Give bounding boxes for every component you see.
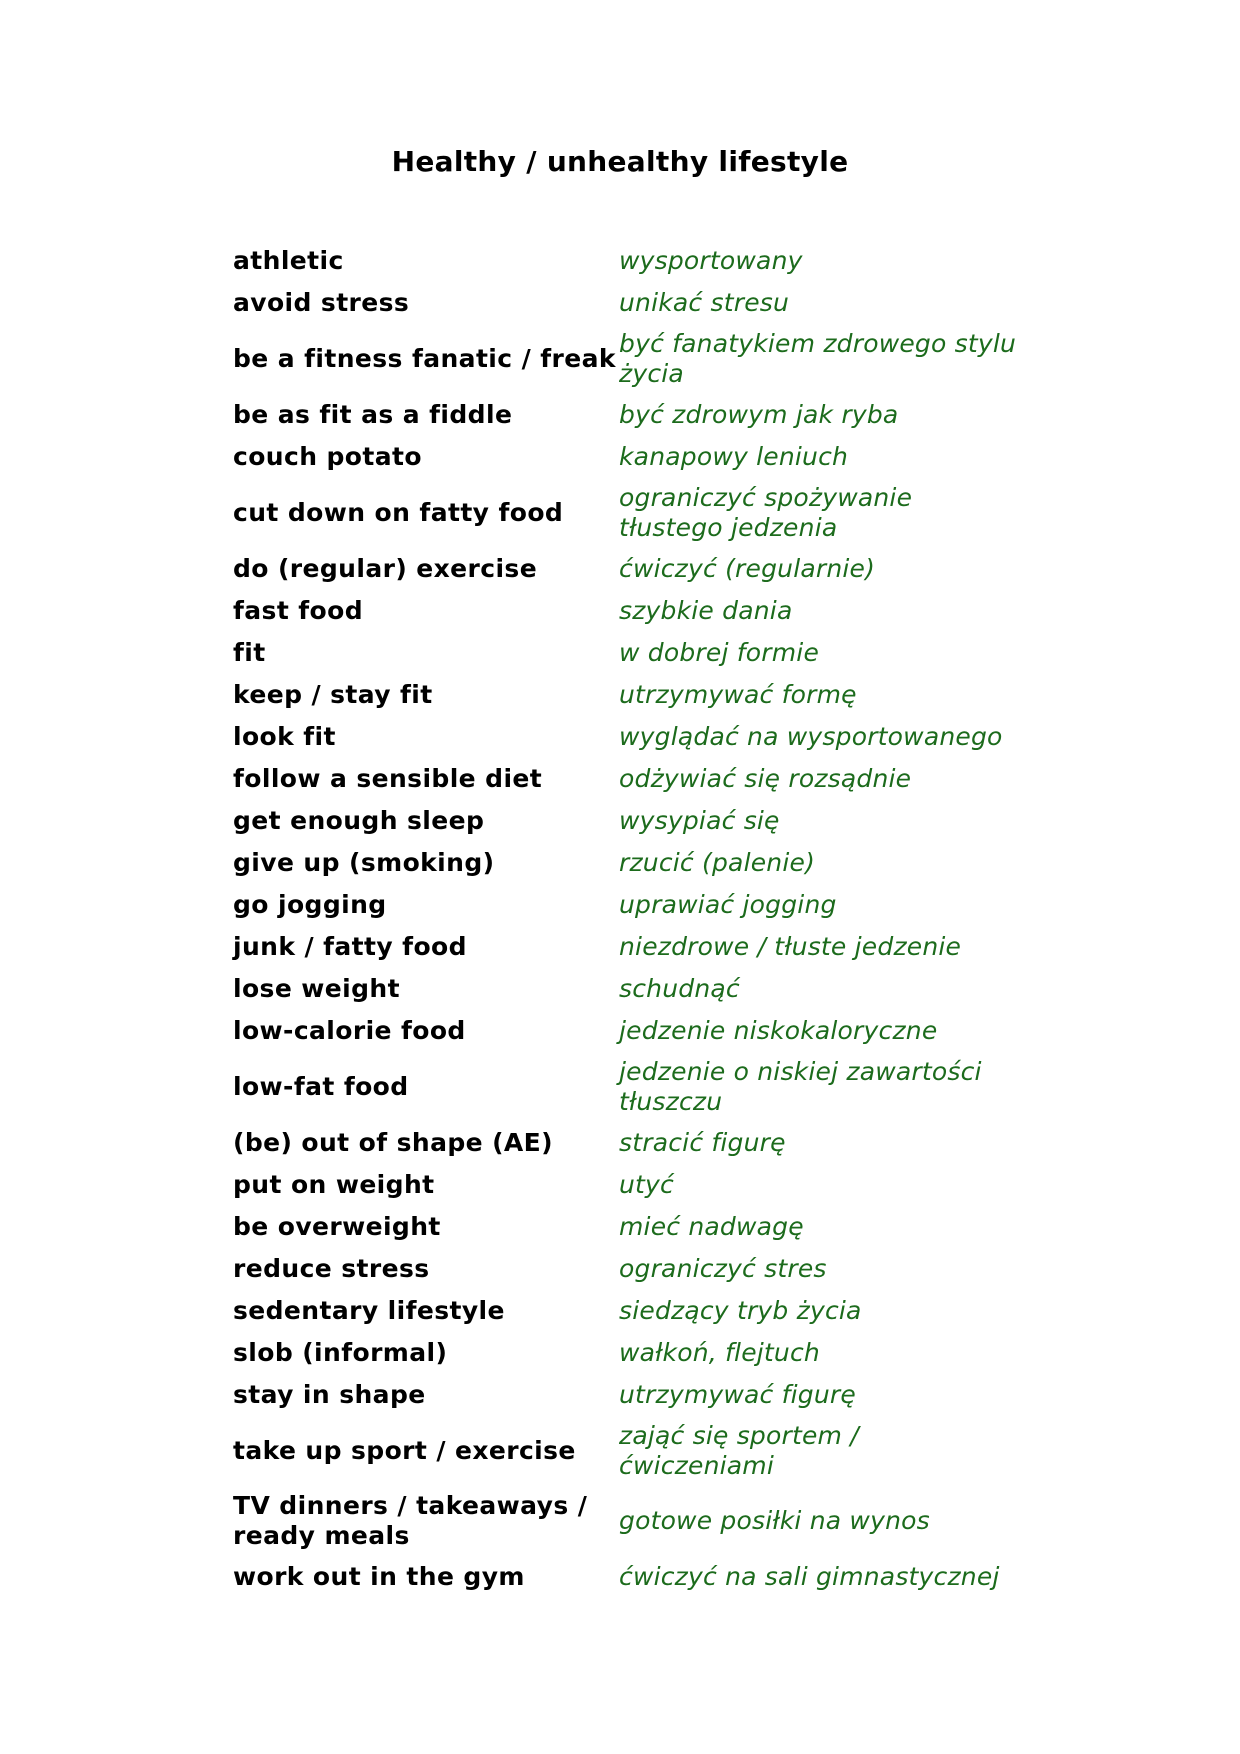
- table-row: [233, 968, 1019, 1010]
- table-row: [233, 1206, 1019, 1248]
- polish-translation: rzucić (palenie): [619, 848, 816, 877]
- table-row: [233, 324, 1019, 394]
- polish-translation: jedzenie o niskiej zawartości tłuszczu: [619, 1057, 982, 1116]
- english-term: low-fat food: [233, 1072, 409, 1101]
- english-term: junk / fatty food: [233, 932, 467, 961]
- polish-translation: być fanatykiem zdrowego stylu życia: [619, 329, 1017, 388]
- english-term: do (regular) exercise: [233, 554, 538, 583]
- english-term: look fit: [233, 722, 336, 751]
- table-row: [233, 436, 1019, 478]
- english-term: athletic: [233, 246, 344, 275]
- english-term: slob (informal): [233, 1338, 448, 1367]
- table-row: [233, 716, 1019, 758]
- polish-translation: kanapowy leniuch: [619, 442, 849, 471]
- table-row: [233, 1556, 1019, 1598]
- table-row: [233, 926, 1019, 968]
- english-term: be overweight: [233, 1212, 441, 1241]
- english-term: go jogging: [233, 890, 387, 919]
- english-term: be as fit as a fiddle: [233, 400, 513, 429]
- table-row: [233, 884, 1019, 926]
- table-row: [233, 240, 1019, 282]
- table-row: [233, 282, 1019, 324]
- polish-translation: szybkie dania: [619, 596, 793, 625]
- table-row: [233, 1248, 1019, 1290]
- table-row: [233, 1290, 1019, 1332]
- english-term: reduce stress: [233, 1254, 430, 1283]
- polish-translation: ograniczyć spożywanie tłustego jedzenia: [619, 483, 913, 542]
- polish-translation: gotowe posiłki na wynos: [619, 1506, 930, 1535]
- english-term: work out in the gym: [233, 1562, 525, 1591]
- table-row: [233, 548, 1019, 590]
- polish-translation: niezdrowe / tłuste jedzenie: [619, 932, 962, 961]
- english-term: get enough sleep: [233, 806, 485, 835]
- polish-translation: stracić figurę: [619, 1128, 786, 1157]
- polish-translation: w dobrej formie: [619, 638, 820, 667]
- english-term: TV dinners / takeaways / ready meals: [233, 1491, 588, 1550]
- table-row: [233, 1164, 1019, 1206]
- english-term: couch potato: [233, 442, 422, 471]
- english-term: keep / stay fit: [233, 680, 433, 709]
- table-row: [233, 800, 1019, 842]
- polish-translation: uprawiać jogging: [619, 890, 837, 919]
- polish-translation: wyglądać na wysportowanego: [619, 722, 1003, 751]
- table-row: [233, 632, 1019, 674]
- table-row: [233, 758, 1019, 800]
- english-term: give up (smoking): [233, 848, 495, 877]
- polish-translation: jedzenie niskokaloryczne: [619, 1016, 938, 1045]
- polish-translation: odżywiać się rozsądnie: [619, 764, 912, 793]
- vocabulary-table: [233, 240, 1019, 1598]
- table-row: [233, 1052, 1019, 1122]
- page-title: Healthy / unhealthy lifestyle: [391, 145, 849, 178]
- english-term: (be) out of shape (AE): [233, 1128, 553, 1157]
- polish-translation: wysportowany: [619, 246, 803, 275]
- english-term: sedentary lifestyle: [233, 1296, 505, 1325]
- table-row: [233, 1332, 1019, 1374]
- english-term: follow a sensible diet: [233, 764, 543, 793]
- english-term: cut down on fatty food: [233, 498, 564, 527]
- polish-translation: utyć: [619, 1170, 674, 1199]
- table-row: [233, 1122, 1019, 1164]
- table-row: [233, 674, 1019, 716]
- table-row: [233, 590, 1019, 632]
- polish-translation: utrzymywać formę: [619, 680, 857, 709]
- english-term: stay in shape: [233, 1380, 426, 1409]
- polish-translation: schudnąć: [619, 974, 740, 1003]
- polish-translation: ograniczyć stres: [619, 1254, 827, 1283]
- table-row: [233, 478, 1019, 548]
- english-term: low-calorie food: [233, 1016, 466, 1045]
- english-term: put on weight: [233, 1170, 435, 1199]
- table-row: [233, 394, 1019, 436]
- english-term: be a fitness fanatic / freak: [233, 344, 616, 373]
- polish-translation: być zdrowym jak ryba: [619, 400, 899, 429]
- table-row: [233, 1010, 1019, 1052]
- table-row: [233, 1486, 1019, 1556]
- table-row: [233, 1416, 1019, 1486]
- polish-translation: ćwiczyć (regularnie): [619, 554, 876, 583]
- english-term: avoid stress: [233, 288, 410, 317]
- polish-translation: ćwiczyć na sali gimnastycznej: [619, 1562, 1000, 1591]
- english-term: fast food: [233, 596, 364, 625]
- polish-translation: wysypiać się: [619, 806, 780, 835]
- polish-translation: utrzymywać figurę: [619, 1380, 856, 1409]
- table-row: [233, 1374, 1019, 1416]
- table-row: [233, 842, 1019, 884]
- polish-translation: zająć się sportem / ćwiczeniami: [619, 1421, 859, 1480]
- polish-translation: siedzący tryb życia: [619, 1296, 862, 1325]
- polish-translation: mieć nadwagę: [619, 1212, 804, 1241]
- english-term: lose weight: [233, 974, 400, 1003]
- polish-translation: wałkoń, flejtuch: [619, 1338, 820, 1367]
- english-term: take up sport / exercise: [233, 1436, 576, 1465]
- polish-translation: unikać stresu: [619, 288, 790, 317]
- english-term: fit: [233, 638, 266, 667]
